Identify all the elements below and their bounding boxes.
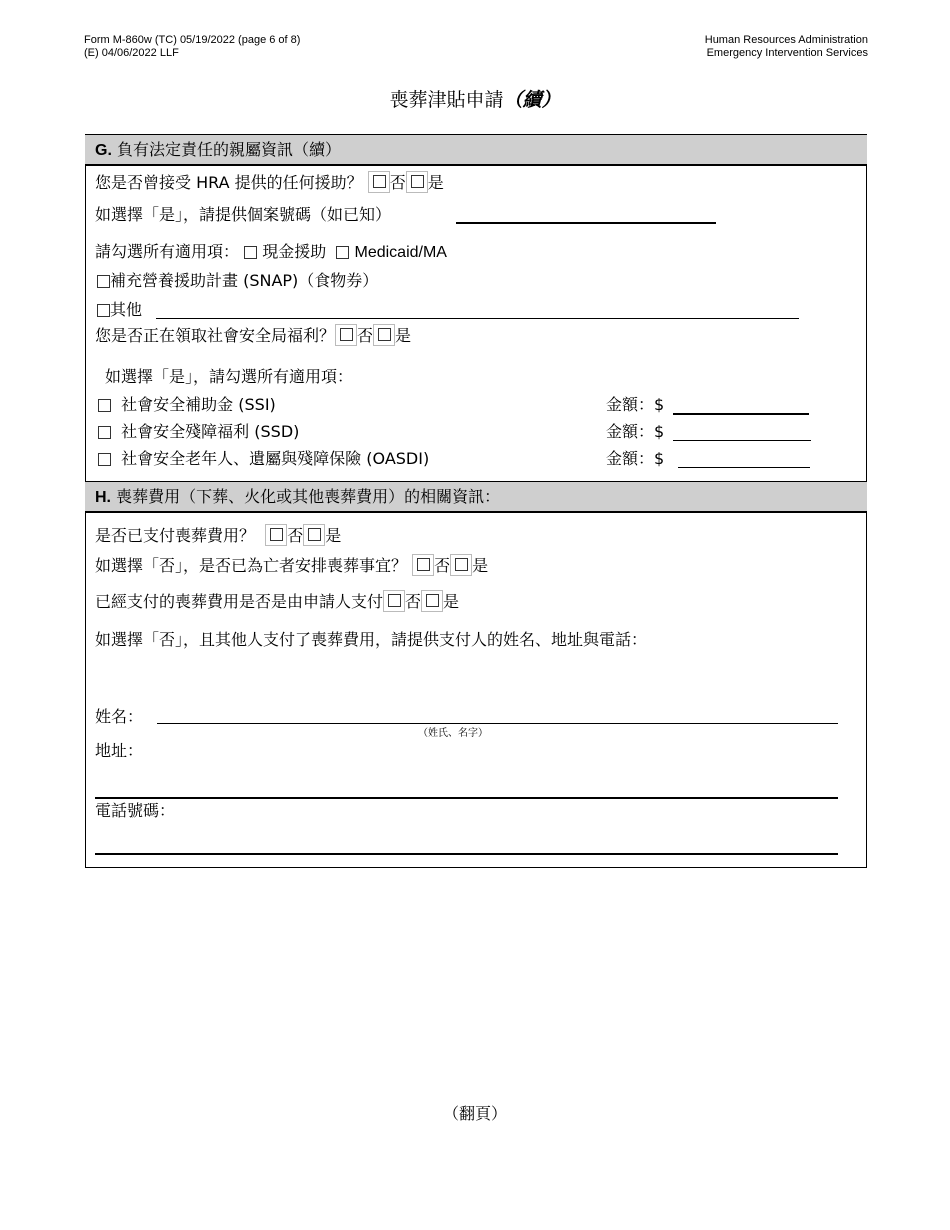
- ssd-checkbox[interactable]: [98, 426, 111, 439]
- oasdi-amount-field[interactable]: [678, 467, 810, 468]
- snap-checkbox[interactable]: [97, 275, 110, 288]
- expenses-paid-yes-label: 是: [325, 526, 342, 545]
- ssa-yes-label: 是: [395, 326, 412, 345]
- oasdi-checkbox[interactable]: [98, 453, 111, 466]
- other-text-field[interactable]: [156, 318, 799, 319]
- section-h-letter: H.: [95, 489, 111, 506]
- payer-name-hint: （姓氏、名字）: [418, 728, 488, 739]
- oasdi-amount-label: 金額：$: [606, 449, 665, 468]
- section-g-header: [85, 134, 867, 166]
- benefit-oasdi-row: [98, 449, 429, 469]
- benefit-ssi-row: [98, 395, 276, 415]
- ssd-label: 社會安全殘障福利 (SSD): [121, 422, 300, 441]
- applicant-paid-no-label: 否: [405, 592, 422, 611]
- turn-page-note: （翻頁）: [442, 1104, 507, 1123]
- form-id: [84, 34, 300, 60]
- check-all-label: 請勾選所有適用項：: [95, 242, 240, 261]
- hra-yes-label: 是: [427, 173, 444, 192]
- section-h-header: [85, 481, 867, 513]
- case-number-label: 如選擇「是」，請提供個案號碼（如已知）: [95, 205, 392, 224]
- ssa-question-row: [95, 324, 411, 346]
- expenses-paid-yes-checkbox[interactable]: [303, 524, 325, 546]
- benefit-ssd-row: [98, 422, 299, 442]
- snap-row: [97, 271, 378, 291]
- payer-address-field[interactable]: [95, 797, 838, 799]
- hra-question-row: [95, 171, 444, 193]
- ssd-amount-label: 金額：$: [606, 422, 665, 441]
- medicaid-label: Medicaid/MA: [354, 244, 447, 261]
- arranged-yes-label: 是: [472, 556, 489, 575]
- arranged-yes-checkbox[interactable]: [450, 554, 472, 576]
- ssd-amount-field[interactable]: [673, 440, 811, 441]
- ssi-amount-field[interactable]: [673, 413, 809, 415]
- applicant-paid-question: 已經支付的喪葬費用是否是由申請人支付: [95, 592, 384, 611]
- hra-yes-checkbox[interactable]: [406, 171, 428, 193]
- other-label: 其他: [110, 300, 143, 319]
- ssi-checkbox[interactable]: [98, 399, 111, 412]
- other-checkbox[interactable]: [97, 304, 110, 317]
- other-payer-instruction: 如選擇「否」，且其他人支付了喪葬費用，請提供支付人的姓名、地址與電話：: [95, 630, 648, 649]
- section-g-title: 負有法定責任的親屬資訊（續）: [111, 140, 341, 159]
- case-number-field[interactable]: [456, 222, 716, 224]
- payer-phone-label: 電話號碼：: [95, 801, 176, 820]
- snap-label: 補充營養援助計畫 (SNAP)（食物券）: [110, 271, 379, 290]
- payer-name-field[interactable]: [157, 723, 838, 724]
- arranged-row: [95, 554, 488, 576]
- applicant-paid-yes-label: 是: [443, 592, 460, 611]
- ssa-question: 您是否正在領取社會安全局福利？: [95, 326, 336, 345]
- expenses-paid-question: 是否已支付喪葬費用？: [95, 526, 256, 545]
- applicant-paid-row: [95, 590, 459, 612]
- page-title: [0, 88, 950, 112]
- expenses-paid-no-label: 否: [287, 526, 304, 545]
- agency-line-2: Emergency Intervention Services: [706, 47, 868, 59]
- agency-line-1: Human Resources Administration: [704, 34, 868, 46]
- applicant-paid-yes-checkbox[interactable]: [421, 590, 443, 612]
- medicaid-checkbox[interactable]: [336, 246, 349, 259]
- payer-phone-field[interactable]: [95, 853, 838, 855]
- arranged-no-label: 否: [434, 556, 451, 575]
- payer-name-label: 姓名：: [95, 707, 144, 726]
- ssi-amount-label: 金額：$: [606, 395, 665, 414]
- form-number: Form M-860w (TC) 05/19/2022 (page 6 of 8): [84, 34, 301, 46]
- form-revision: (E) 04/06/2022 LLF: [84, 47, 179, 59]
- other-row: [97, 300, 142, 320]
- agency-name: [705, 34, 868, 60]
- ssa-no-checkbox[interactable]: [335, 324, 357, 346]
- section-g-letter: G.: [95, 142, 112, 159]
- ssi-label: 社會安全補助金 (SSI): [121, 395, 276, 414]
- expenses-paid-no-checkbox[interactable]: [265, 524, 287, 546]
- applicant-paid-no-checkbox[interactable]: [383, 590, 405, 612]
- hra-question: 您是否曾接受 HRA 提供的任何援助？: [95, 173, 363, 192]
- arranged-question: 如選擇「否」，是否已為亡者安排喪葬事宜？: [95, 556, 408, 575]
- section-h-title: 喪葬費用（下葬、火化或其他喪葬費用）的相關資訊：: [111, 487, 501, 506]
- page-title-continued: （續）: [503, 89, 561, 111]
- cash-assistance-checkbox[interactable]: [244, 246, 257, 259]
- ssa-no-label: 否: [357, 326, 374, 345]
- ssa-check-all-label: 如選擇「是」，請勾選所有適用項：: [105, 367, 354, 386]
- expenses-paid-row: [95, 524, 341, 546]
- cash-assistance-label: 現金援助: [262, 242, 327, 261]
- hra-no-checkbox[interactable]: [368, 171, 390, 193]
- hra-no-label: 否: [389, 173, 406, 192]
- ssa-yes-checkbox[interactable]: [373, 324, 395, 346]
- arranged-no-checkbox[interactable]: [412, 554, 434, 576]
- oasdi-label: 社會安全老年人、遺屬與殘障保險 (OASDI): [121, 449, 430, 468]
- page-title-text: 喪葬津貼申請: [389, 89, 504, 111]
- assistance-types-row: [95, 242, 447, 263]
- payer-address-label: 地址：: [95, 741, 144, 760]
